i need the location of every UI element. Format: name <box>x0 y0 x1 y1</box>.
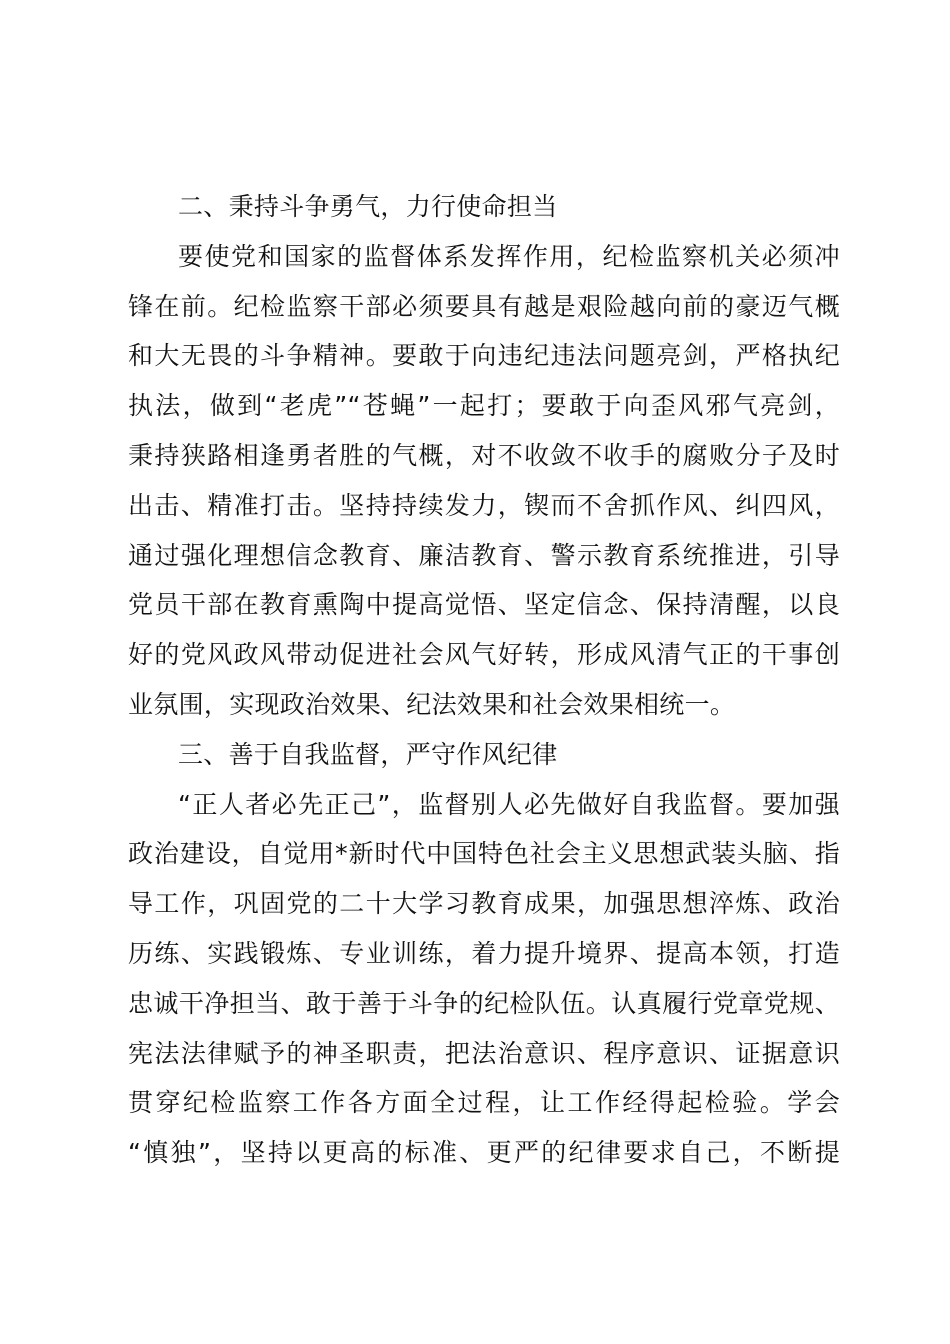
paragraph-line: 通过强化理想信念教育、廉洁教育、警示教育系统推进，引导 <box>128 540 840 570</box>
paragraph-line: 和大无畏的斗争精神。要敢于向违纪违法问题亮剑，严格执纪 <box>128 341 840 371</box>
paragraph-line: 宪法法律赋予的神圣职责，把法治意识、程序意识、证据意识 <box>128 1038 840 1068</box>
paragraph-line: 执法，做到“老虎”“苍蝇”一起打；要敢于向歪风邪气亮剑， <box>128 391 840 421</box>
paragraph-line: 出击、精准打击。坚持持续发力，锲而不舍抓作风、纠四风， <box>128 490 840 520</box>
paragraph-line: 要使党和国家的监督体系发挥作用，纪检监察机关必须冲 <box>178 241 840 271</box>
paragraph-line: 政治建设，自觉用*新时代中国特色社会主义思想武装头脑、指 <box>128 839 840 869</box>
paragraph-line: 好的党风政风带动促进社会风气好转，形成风清气正的干事创 <box>128 640 840 670</box>
paragraph-line: 历练、实践锻炼、专业训练，着力提升境界、提高本领，打造 <box>128 938 840 968</box>
section-heading: 二、秉持斗争勇气，力行使命担当 <box>178 192 558 221</box>
document-body <box>128 182 840 1178</box>
paragraph-line: “正人者必先正己”，监督别人必先做好自我监督。要加强 <box>178 789 840 819</box>
paragraph-line: 业氛围，实现政治效果、纪法效果和社会效果相统一。 <box>128 689 736 719</box>
paragraph-line: 贯穿纪检监察工作各方面全过程，让工作经得起检验。学会 <box>128 1088 840 1118</box>
paragraph-line: 忠诚干净担当、敢于善于斗争的纪检队伍。认真履行党章党规、 <box>128 988 840 1018</box>
paragraph-line: 导工作，巩固党的二十大学习教育成果，加强思想淬炼、政治 <box>128 889 840 919</box>
section-heading: 三、善于自我监督，严守作风纪律 <box>178 739 558 769</box>
paragraph-line: 秉持狭路相逢勇者胜的气概，对不收敛不收手的腐败分子及时 <box>128 440 840 470</box>
paragraph-line: “慎独”，坚持以更高的标准、更严的纪律要求自己，不断提 <box>128 1138 840 1168</box>
paragraph-line: 党员干部在教育熏陶中提高觉悟、坚定信念、保持清醒，以良 <box>128 590 840 620</box>
paragraph-line: 锋在前。纪检监察干部必须要具有越是艰险越向前的豪迈气概 <box>128 291 840 321</box>
